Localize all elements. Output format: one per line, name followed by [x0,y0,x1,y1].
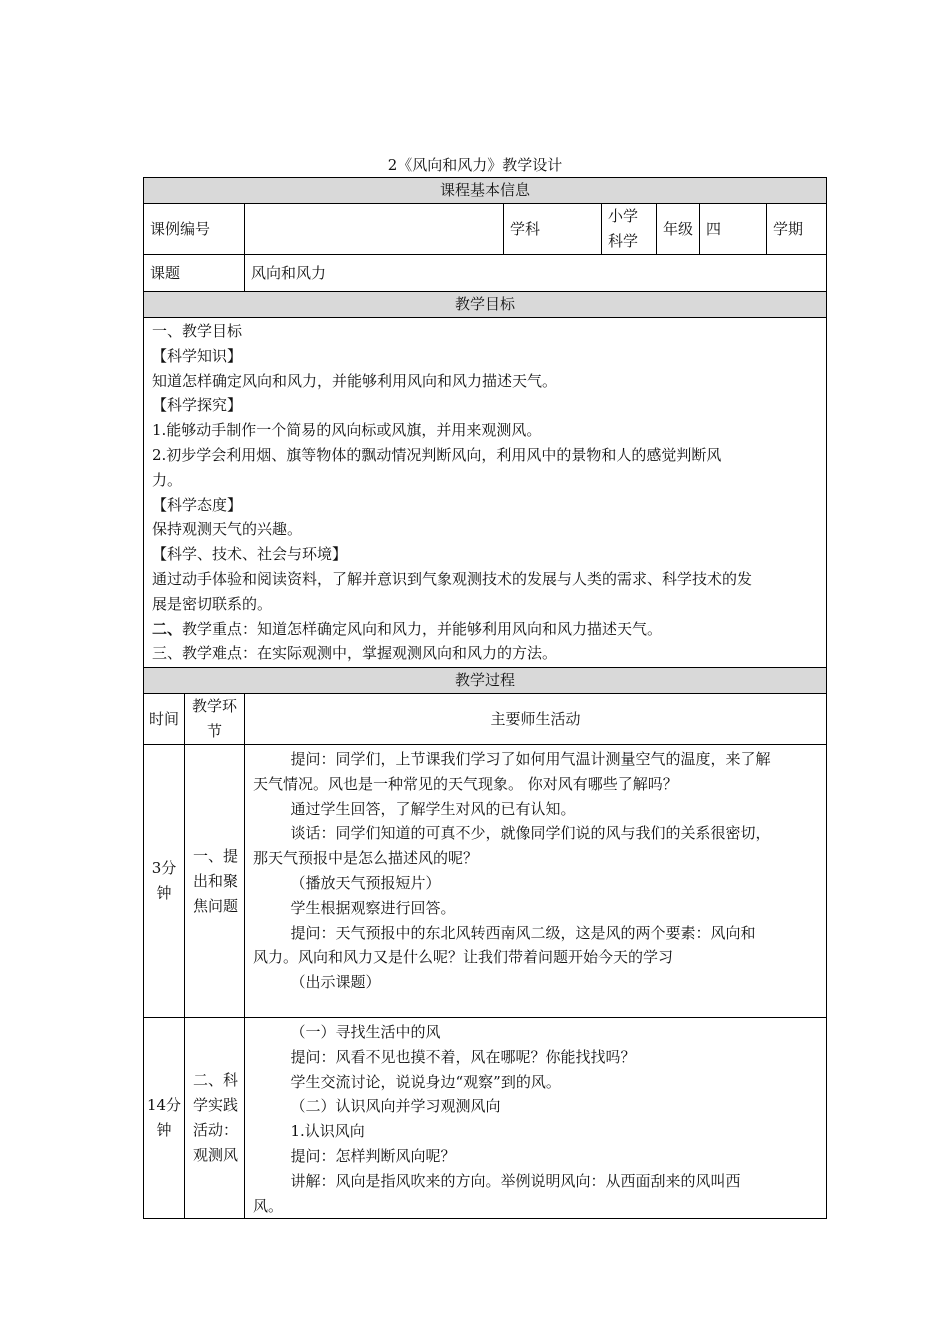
objectives-header: 教学目标 [144,292,827,318]
activity-line: 谈话：同学们知道的可真不少，就像同学们说的风与我们的关系很密切， [290,824,771,843]
activity-line: 提问：天气预报中的东北风转西南风二级，这是风的两个要素：风向和 [290,923,756,942]
activity-line: 天气情况。风也是一种常见的天气现象。 你对风有哪些了解吗？ [253,774,678,793]
topic-value: 风向和风力 [245,255,827,292]
objectives-line: 通过动手体验和阅读资料，了解并意识到气象观测技术的发展与人类的需求、科学技术的发 [152,569,753,588]
objectives-content [144,318,827,668]
objectives-line: 【科学探究】 [152,396,243,415]
topic-label: 课题 [144,255,245,292]
key-point-text: 教学重点：知道怎样确定风向和风力，并能够利用风向和风力描述天气。 [182,619,663,638]
topic-row [144,255,827,292]
activity-line: 学生根据观察进行回答。 [290,898,456,917]
process-row [144,1018,827,1219]
term-label: 学期 [767,204,827,255]
objectives-line: 【科学知识】 [152,346,243,365]
activity-line: 那天气预报中是怎么描述风的呢？ [253,849,479,868]
activity-line: 风力。风向和风力又是什么呢？让我们带着问题开始今天的学习 [253,948,674,967]
objectives-line: 知道怎样确定风向和风力，并能够利用风向和风力描述天气。 [152,371,558,390]
activity-line: （二）认识风向并学习观测风向 [290,1097,501,1116]
activity-line: 讲解：风向是指风吹来的方向。举例说明风向：从西面刮来的风叫西 [290,1171,741,1190]
activity-line: （出示课题） [290,973,381,992]
objectives-line: 1.能够动手制作一个简易的风向标或风旗，并用来观测风。 [152,421,542,440]
lesson-design-table [143,177,827,1219]
process-activity [245,745,827,1018]
grade-label: 年级 [657,204,700,255]
basic-info-header-row [144,178,827,204]
grade-value: 四 [700,204,767,255]
process-stage: 一、提出和聚焦问题 [185,745,245,1018]
objectives-line: 力。 [152,470,183,489]
key-point-line [152,617,818,642]
basic-info-header: 课程基本信息 [144,178,827,204]
basic-info-row [144,204,827,255]
time-column-header: 时间 [144,694,185,745]
objectives-line: 【科学态度】 [152,495,243,514]
stage-column-header: 教学环节 [185,694,245,745]
activity-line: （播放天气预报短片） [290,873,441,892]
objectives-line: 2.初步学会利用烟、旗等物体的飘动情况判断风向，利用风中的景物和人的感觉判断风 [152,445,722,464]
activity-line: 通过学生回答，了解学生对风的已有认知。 [290,799,576,818]
page-title: 2《风向和风力》教学设计 [387,156,563,174]
objectives-line: 展是密切联系的。 [152,594,273,613]
process-activity [245,1018,827,1219]
activity-line: 1.认识风向 [290,1122,365,1141]
activity-line: 提问：同学们，上节课我们学习了如何用气温计测量空气的温度，来了解 [290,750,771,768]
process-header: 教学过程 [144,668,827,694]
difficulty-line: 三、教学难点：在实际观测中，掌握观测风向和风力的方法。 [152,644,558,663]
activity-line: （一）寻找生活中的风 [290,1023,441,1041]
process-column-header-row [144,694,827,745]
case-id-label: 课例编号 [144,204,245,255]
activity-line: 学生交流讨论，说说身边“观察”到的风。 [290,1072,561,1091]
objectives-header-row [144,292,827,318]
case-id-value [245,204,504,255]
process-row [144,745,827,1018]
process-stage: 二、科学实践活动：观测风 [185,1018,245,1219]
process-time: 3分钟 [144,745,185,1018]
objectives-row [144,318,827,668]
objectives-line: 【科学、技术、社会与环境】 [152,545,348,564]
objectives-line: 一、教学目标 [152,322,243,340]
activity-line: 提问：怎样判断风向呢？ [290,1146,456,1165]
activity-line: 风。 [253,1196,284,1215]
key-point-number: 二、 [152,619,183,638]
subject-label: 学科 [504,204,602,255]
objectives-line: 保持观测天气的兴趣。 [152,520,303,539]
activity-column-header: 主要师生活动 [245,694,827,745]
process-time: 14分钟 [144,1018,185,1219]
subject-value: 小学科学 [602,204,657,255]
activity-line: 提问：风看不见也摸不着，风在哪呢？你能找找吗？ [290,1047,636,1066]
process-header-row [144,668,827,694]
